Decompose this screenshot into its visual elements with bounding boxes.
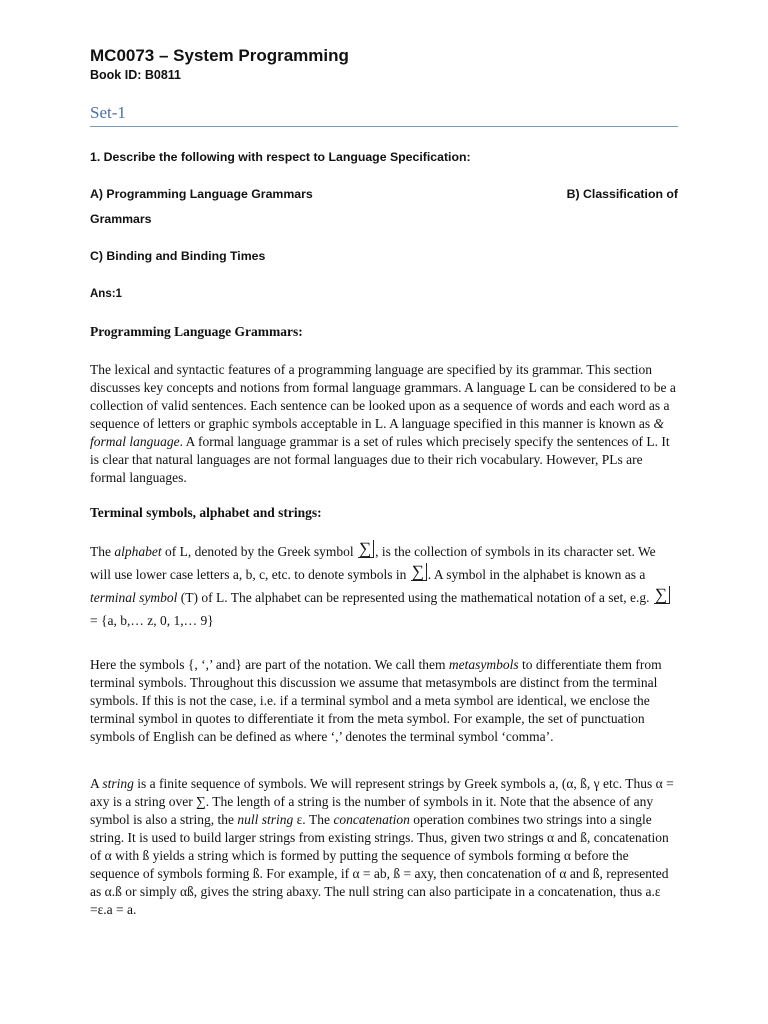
text-run: , is the collection of symbols in its character set. We will use lower case letters a, b, c, etc. to denote symbols in (90, 544, 656, 582)
document-title: MC0073 – System Programming (90, 46, 349, 65)
text-run: operation combines two strings into a single string. It is used to build larger strings from existing strings. Thus, given two strings α and ß, concatenation of α with ß yields a string which is formed by putting the sequence of symbols forming α before the sequence of symbols forming ß. For example, if α = ab, ß = axy, then concatenation of α and ß, represented as α.ß or simply αß, gives the string abaxy. The null string can also participate in a concatenation, thus a.ε =ε.a = a. (90, 812, 669, 917)
paragraph-metasymbols (90, 656, 678, 746)
null-string-term: null string (237, 812, 294, 827)
sigma-symbol-icon: ∑ (654, 586, 670, 604)
answer-label: Ans:1 (90, 288, 122, 300)
metasymbols-term: metasymbols (448, 657, 519, 672)
terminal-symbol-term: terminal symbol (90, 590, 178, 605)
paragraph-grammars (90, 361, 678, 487)
sigma-symbol-icon: ∑ (411, 563, 427, 581)
paragraph-strings (90, 775, 678, 919)
question-1: 1. Describe the following with respect to Language Specification: (90, 150, 471, 164)
text-run: of L, denoted by the Greek symbol (161, 544, 357, 559)
text-run: The lexical and syntactic features of a programming language are specified by its grammar. This section discusses key concepts and notions from formal language grammars. A language L can be considered to be a collection of valid sentences. Each sentence can be looked upon as a sequence of words and each word as a sequence of letters or graphic symbols acceptable in L. A language specified in this manner is known as (90, 362, 676, 431)
section-heading-grammars: Programming Language Grammars: (90, 324, 303, 339)
question-part-a: A) Programming Language Grammars (90, 187, 313, 201)
sigma-symbol-icon: ∑ (358, 540, 374, 558)
text-run: Here the symbols {, ‘,’ and} are part of the notation. We call them (90, 657, 449, 672)
text-run: A (90, 776, 103, 791)
question-part-b: B) Classification of (566, 187, 678, 201)
sigma-symbol: ∑ (196, 794, 206, 809)
string-term: string (102, 776, 134, 791)
text-run: ε. The (293, 812, 334, 827)
paragraph-alphabet (90, 540, 678, 632)
text-run: . A symbol in the alphabet is known as a (427, 567, 646, 582)
text-run: . A formal language grammar is a set of rules which precisely specify the sentences of L. It is clear that natural languages are not formal languages due to their rich vocabulary. However, PLs are formal languages. (90, 434, 670, 485)
text-run: (T) of L. The alphabet can be represented using the mathematical notation of a set, e.g. (177, 590, 653, 605)
formal-language-term: & formal language (90, 416, 664, 449)
question-part-c: C) Binding and Binding Times (90, 249, 266, 263)
text-run: is a finite sequence of symbols. We will represent strings by Greek symbols a, (α, ß, γ etc. Thus α = axy is a string over (90, 776, 674, 809)
alphabet-term: alphabet (114, 544, 162, 559)
text-run: to differentiate them from terminal symbols. Throughout this discussion we assume that metasymbols are distinct from the terminal symbols. If this is not the case, i.e. if a terminal symbol and a meta symbol are identical, we enclose the terminal symbol in quotes to differentiate it from the meta symbol. For example, the set of punctuation symbols of English can be defined as where ‘,’ denotes the terminal symbol ‘comma’. (90, 657, 662, 744)
text-run: The (90, 544, 115, 559)
question-part-b-continued: Grammars (90, 212, 152, 226)
book-id: Book ID: B0811 (90, 68, 182, 82)
text-run: = {a, b,… z, 0, 1,… 9} (90, 613, 214, 628)
text-run: . The length of a string is the number of symbols in it. Note that the absence of any symbol is also a string, the (90, 794, 654, 827)
section-heading-terminal-symbols: Terminal symbols, alphabet and strings: (90, 505, 322, 520)
set-heading: Set-1 (90, 103, 126, 122)
concatenation-term: concatenation (333, 812, 410, 827)
heading-divider (90, 126, 678, 127)
